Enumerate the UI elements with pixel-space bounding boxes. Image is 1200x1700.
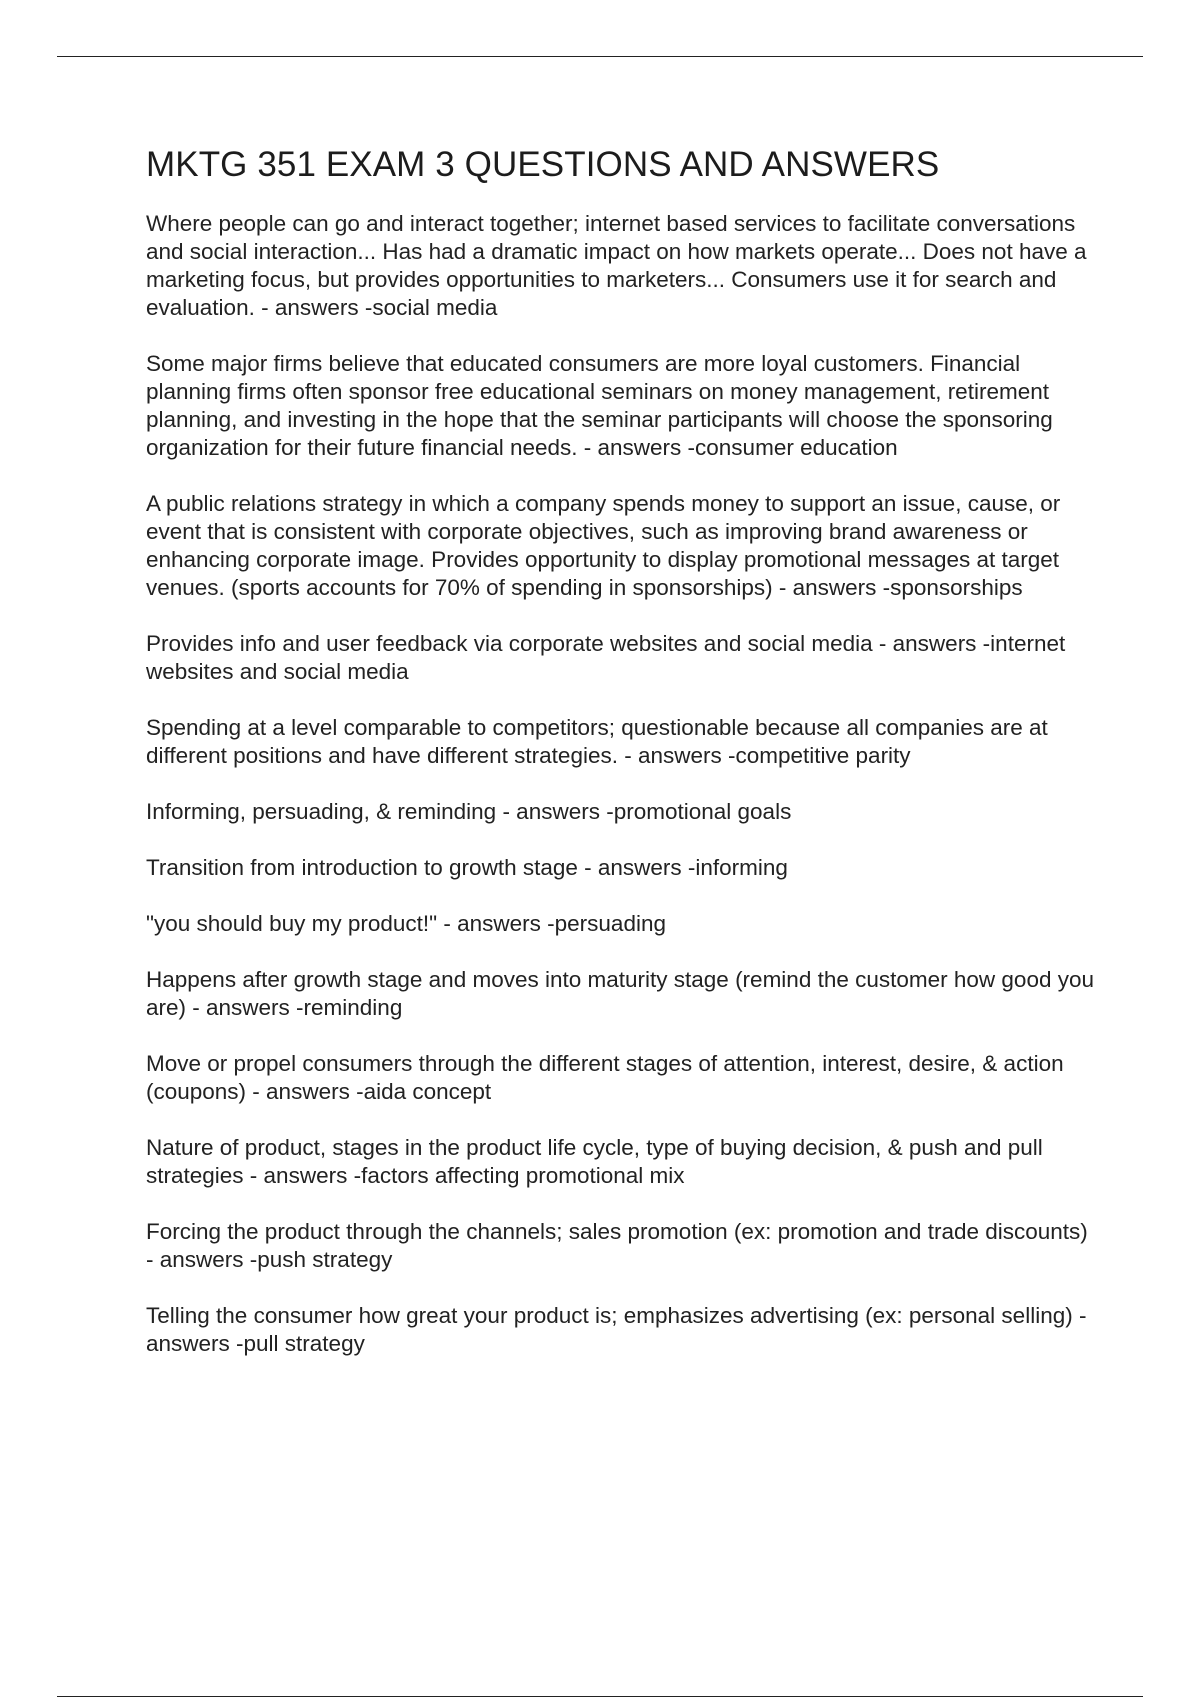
qa-item-persuading: "you should buy my product!" - answers -persuading (146, 911, 666, 936)
qa-item-internet-websites: Provides info and user feedback via corporate websites and social media - answers -internet websites and social media (146, 631, 1066, 684)
qa-item-competitive-parity: Spending at a level comparable to competitors; questionable because all companies are at different positions and have different strategies. - answers -competitive parity (146, 715, 1048, 768)
top-divider (57, 56, 1143, 57)
qa-item-promotional-mix: Nature of product, stages in the product life cycle, type of buying decision, & push and pull strategies - answers -factors affecting promotional mix (146, 1135, 1043, 1188)
qa-item-sponsorships: A public relations strategy in which a company spends money to support an issue, cause, or event that is consistent with corporate objectives, such as improving brand awareness or enhancing corporate image. Provides opportunity to display promotional messages at target venues. (sports accounts for 70% of spending in sponsorships) - answers -sponsorships (146, 491, 1061, 600)
bottom-divider (57, 1696, 1143, 1697)
qa-item-push-strategy: Forcing the product through the channels; sales promotion (ex: promotion and trade discounts) - answers -push strategy (146, 1219, 1088, 1272)
qa-list (146, 210, 1098, 1358)
qa-item-pull-strategy: Telling the consumer how great your product is; emphasizes advertising (ex: personal selling) - answers -pull strategy (146, 1303, 1087, 1356)
document-title: MKTG 351 EXAM 3 QUESTIONS AND ANSWERS (146, 145, 940, 184)
qa-item-reminding: Happens after growth stage and moves into maturity stage (remind the customer how good you are) - answers -reminding (146, 967, 1094, 1020)
qa-item-promotional-goals: Informing, persuading, & reminding - answers -promotional goals (146, 799, 792, 824)
qa-item-consumer-education: Some major firms believe that educated consumers are more loyal customers. Financial planning firms often sponsor free educational seminars on money management, retirement planning, and investing in the hope that the seminar participants will choose the sponsoring organization for their future financial needs. - answers -consumer education (146, 351, 1053, 460)
qa-item-aida-concept: Move or propel consumers through the different stages of attention, interest, desire, & action (coupons) - answers -aida concept (146, 1051, 1064, 1104)
qa-item-social-media: Where people can go and interact together; internet based services to facilitate conversations and social interaction... Has had a dramatic impact on how markets operate... Does not have a marketing focus, but provides opportunities to marketers... Consumers use it for search and evaluation. - answers -social media (146, 211, 1087, 320)
qa-item-informing: Transition from introduction to growth stage - answers -informing (146, 855, 788, 880)
document-content (146, 142, 1098, 1386)
